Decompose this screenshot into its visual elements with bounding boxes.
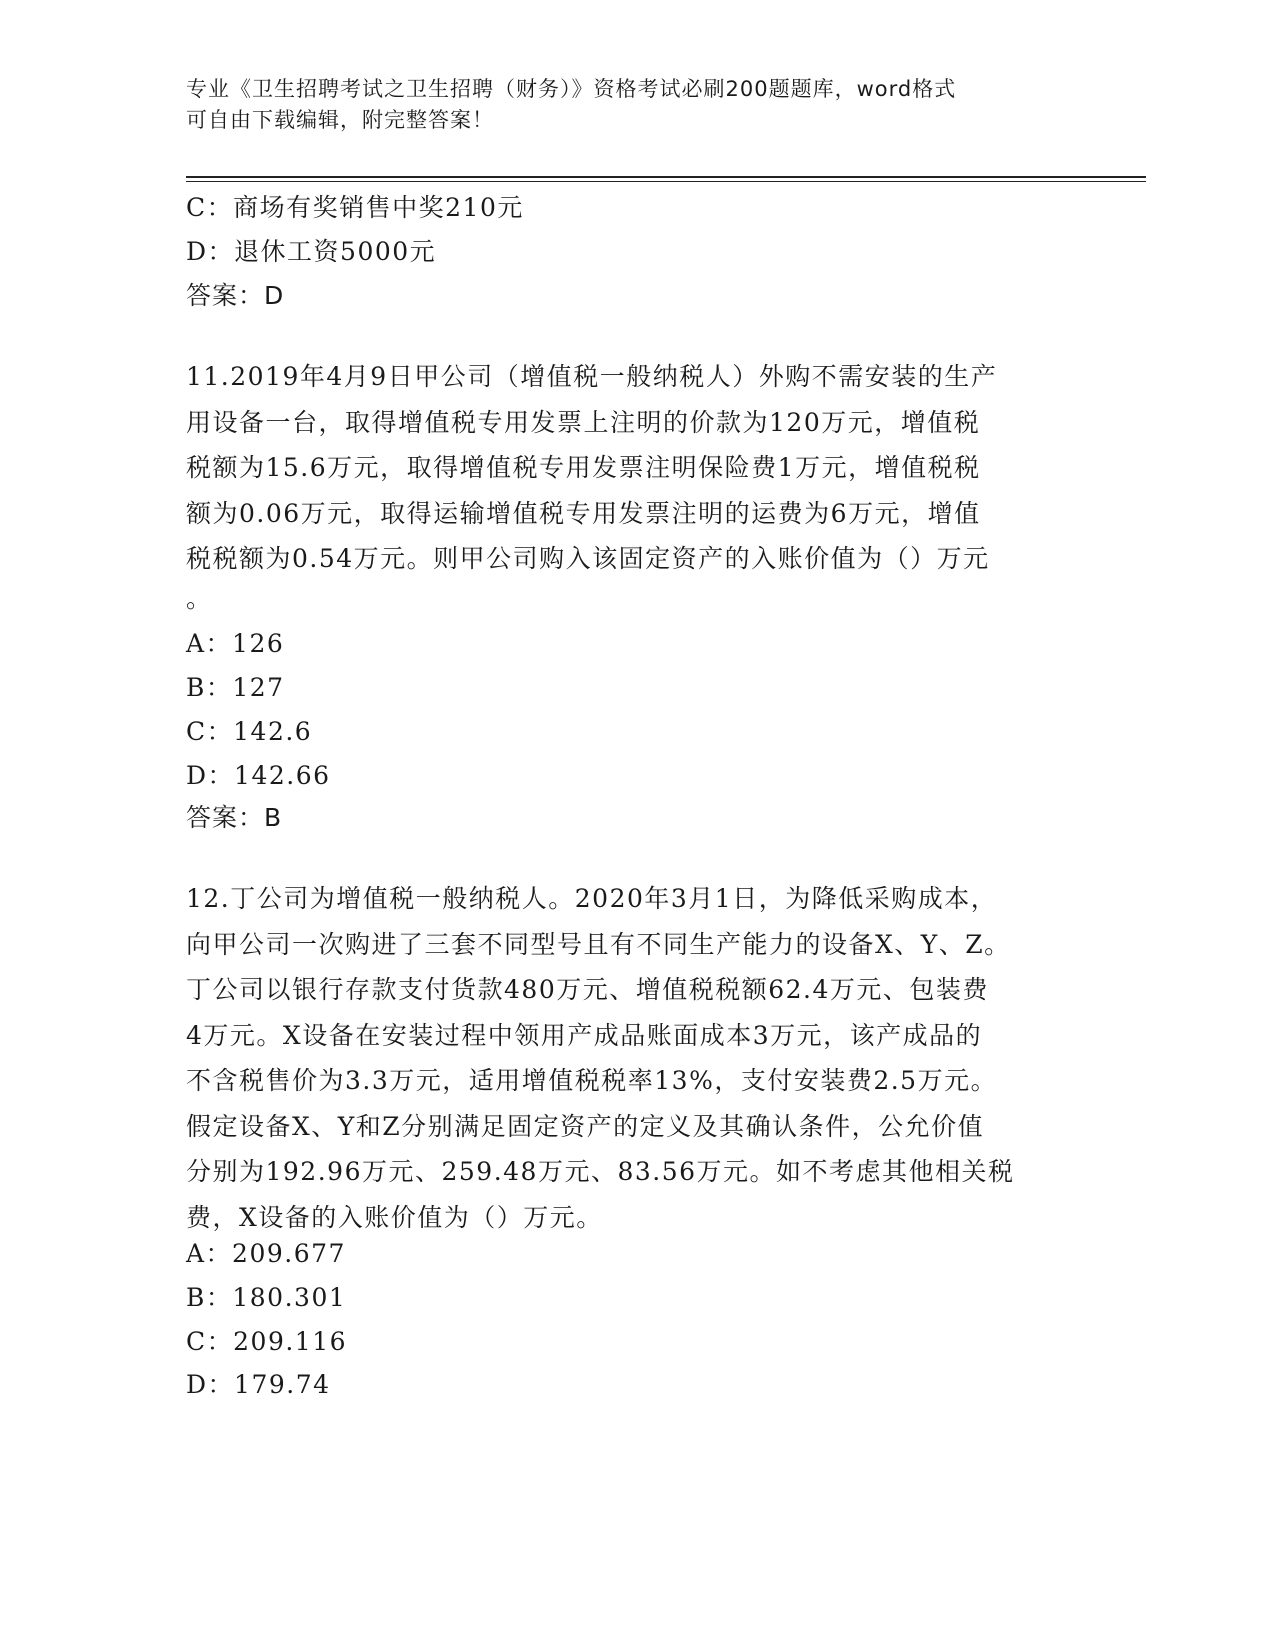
question-12-line: 12.丁公司为增值税一般纳税人。2020年3月1日，为降低采购成本， [186, 884, 998, 913]
question-12-line: 向甲公司一次购进了三套不同型号且有不同生产能力的设备X、Y、Z。 [186, 929, 1011, 959]
question-11-stem [186, 354, 1066, 616]
question-11-option-d: D：142.66 [186, 761, 331, 790]
question-12-line: 分别为192.96万元、259.48万元、83.56万元。如不考虑其他相关税 [186, 1157, 1015, 1186]
question-11-line: 税税额为0.54万元。则甲公司购入该固定资产的入账价值为（）万元 [186, 544, 990, 573]
document-header [186, 74, 1066, 136]
question-11-line: 额为0.06万元，取得运输增值税专用发票注明的运费为6万元，增值 [186, 498, 981, 528]
question-12-option-b: B：180.301 [186, 1283, 347, 1312]
question-12-line: 4万元。X设备在安装过程中领用产成品账面成本3万元，该产成品的 [186, 1020, 983, 1050]
question-12-line: 丁公司以银行存款支付货款480万元、增值税税额62.4万元、包装费 [186, 975, 989, 1004]
question-11-line: 11.2019年4月9日甲公司（增值税一般纳税人）外购不需安装的生产 [186, 362, 998, 391]
question-12-stem [186, 876, 1066, 1240]
prev-option-d: D：退休工资5000元 [186, 237, 437, 266]
prev-answer: 答案：D [186, 281, 285, 310]
question-11-option-b: B：127 [186, 673, 285, 702]
question-12-line: 假定设备X、Y和Z分别满足固定资产的定义及其确认条件，公允价值 [186, 1111, 985, 1141]
header-divider-thin [186, 181, 1146, 182]
question-11-line: 。 [186, 583, 213, 613]
question-12-line: 不含税售价为3.3万元，适用增值税税率13%，支付安装费2.5万元。 [186, 1066, 998, 1095]
question-12-option-a: A：209.677 [186, 1239, 346, 1268]
question-11-line: 税额为15.6万元，取得增值税专用发票注明保险费1万元，增值税税 [186, 453, 981, 482]
prev-option-c: C：商场有奖销售中奖210元 [186, 193, 524, 222]
question-12-option-d: D：179.74 [186, 1370, 331, 1399]
question-12-line: 费，X设备的入账价值为（）万元。 [186, 1202, 603, 1232]
header-line-1: 专业《卫生招聘考试之卫生招聘（财务）》资格考试必刷200题题库，word格式 [186, 77, 957, 101]
question-11-option-c: C：142.6 [186, 717, 313, 746]
question-11-answer: 答案：B [186, 803, 283, 832]
question-12-option-c: C：209.116 [186, 1327, 348, 1356]
header-line-2: 可自由下载编辑，附完整答案！ [186, 108, 494, 132]
question-11-line: 用设备一台，取得增值税专用发票上注明的价款为120万元，增值税 [186, 407, 981, 437]
header-divider-thick [186, 176, 1146, 178]
question-11-option-a: A：126 [186, 629, 285, 658]
